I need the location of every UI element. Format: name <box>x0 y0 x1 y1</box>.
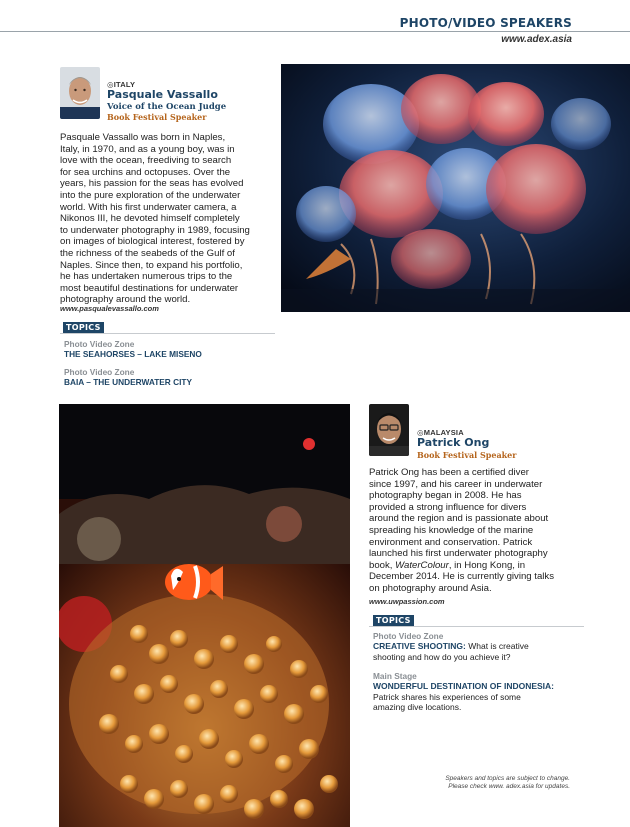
bio-line: December 2014. He is currently giving talks <box>369 571 555 583</box>
bio-line: around the region and is passionate about <box>369 513 549 525</box>
bio-line: spreading his knowledge of the marine <box>369 524 534 536</box>
topic-desc: What is creative <box>465 641 529 651</box>
bio-line: years, his passion for the seas has evolved <box>60 178 244 190</box>
speaker-name: Patrick Ong <box>417 436 490 449</box>
speaker-role-book-festival: Book Festival Speaker <box>417 450 517 460</box>
bio-line: photography began in 2008. He has <box>369 490 522 502</box>
speaker-bio <box>369 467 584 595</box>
bio-line: provided a strong influence for divers <box>369 501 527 513</box>
topic-entry <box>373 681 578 713</box>
bio-line: for sea urchins and octopuses. Over the <box>60 166 231 178</box>
bio-line: he has undertaken numerous trips to the <box>60 271 233 283</box>
bio-line <box>369 560 584 572</box>
topic-entry <box>373 641 578 662</box>
clownfish-anemone-photo <box>59 404 350 827</box>
footnote <box>350 775 570 791</box>
topic-zone: Photo Video Zone <box>373 631 444 641</box>
topics-badge: TOPICS <box>63 322 104 333</box>
topic-desc: shooting and how do you achieve it? <box>373 651 511 662</box>
header-divider <box>0 31 630 32</box>
footnote-line: Speakers and topics are subject to change. <box>445 775 570 782</box>
bio-line: Italy, in 1970, and as a young boy, was in <box>60 143 235 155</box>
topic-title: BAIA – THE UNDERWATER CITY <box>64 377 192 387</box>
topic-title: WONDERFUL DESTINATION OF INDONESIA: <box>373 681 555 691</box>
bio-line: to underwater photography in 1989, focusing <box>60 224 250 236</box>
bio-line: the richness of the seabeds of the Gulf of <box>60 247 235 259</box>
topic-zone: Photo Video Zone <box>64 339 135 349</box>
book-title: WaterColour <box>395 559 449 571</box>
header-url[interactable]: www.adex.asia <box>501 34 572 45</box>
speaker-website-link[interactable]: www.pasqualevassallo.com <box>60 304 159 313</box>
topic-desc: Patrick shares his experiences of some <box>373 691 521 702</box>
bio-line: since 1997, and his career in underwater <box>369 478 543 490</box>
globe-icon: ◎ <box>107 80 114 89</box>
bio-line: photography around the world. <box>60 294 191 306</box>
speaker-website-link[interactable]: www.uwpassion.com <box>369 597 445 606</box>
bio-line: launched his first underwater photography <box>369 548 548 560</box>
topics-divider <box>60 333 275 334</box>
country-text: MALAYSIA <box>423 428 464 437</box>
bio-line: on photography around Asia. <box>369 582 492 594</box>
bio-text: , in Hong Kong, in <box>448 559 526 571</box>
topic-desc: amazing dive locations. <box>373 702 462 712</box>
bio-line: Pasquale Vassallo was born in Naples, <box>60 132 226 143</box>
bio-line: into the pure exploration of the underwater <box>60 189 241 201</box>
bio-line: Patrick Ong has been a certified diver <box>369 467 529 478</box>
bio-line: Nikonos III, he devoted himself completely <box>60 213 240 225</box>
bio-line: most beautiful destinations for underwater <box>60 282 239 294</box>
topic-title: THE SEAHORSES – LAKE MISENO <box>64 349 202 359</box>
section-title: PHOTO/VIDEO SPEAKERS <box>399 16 572 30</box>
speaker-role-book-festival: Book Festival Speaker <box>107 112 207 122</box>
bio-line: love with the ocean, freediving to search <box>60 155 232 167</box>
topic-zone: Photo Video Zone <box>64 367 135 377</box>
globe-icon: ◎ <box>417 428 424 437</box>
bio-line: Naples. Since then, to expand his portfolio, <box>60 259 243 271</box>
country-text: ITALY <box>113 80 136 89</box>
speaker-bio <box>60 132 275 306</box>
topic-title: CREATIVE SHOOTING: <box>373 641 466 651</box>
patrick-ong-avatar <box>369 404 409 456</box>
topic-line <box>373 641 578 652</box>
speaker-name: Pasquale Vassallo <box>107 88 218 101</box>
topics-badge: TOPICS <box>373 615 414 626</box>
jellyfish-photo <box>281 64 630 312</box>
bio-line: environment and conservation. Patrick <box>369 536 533 548</box>
topic-zone: Main Stage <box>373 671 417 681</box>
bio-text: book, <box>369 559 396 571</box>
topics-divider <box>369 626 584 627</box>
speaker-role-judge: Voice of the Ocean Judge <box>107 102 227 112</box>
footnote-line: Please check www. adex.asia for updates. <box>448 783 570 790</box>
pasquale-vassallo-avatar <box>60 67 100 119</box>
bio-line: world. With his first underwater camera, a <box>60 201 237 213</box>
bio-line: on images of biological interest, fostered by <box>60 236 245 248</box>
